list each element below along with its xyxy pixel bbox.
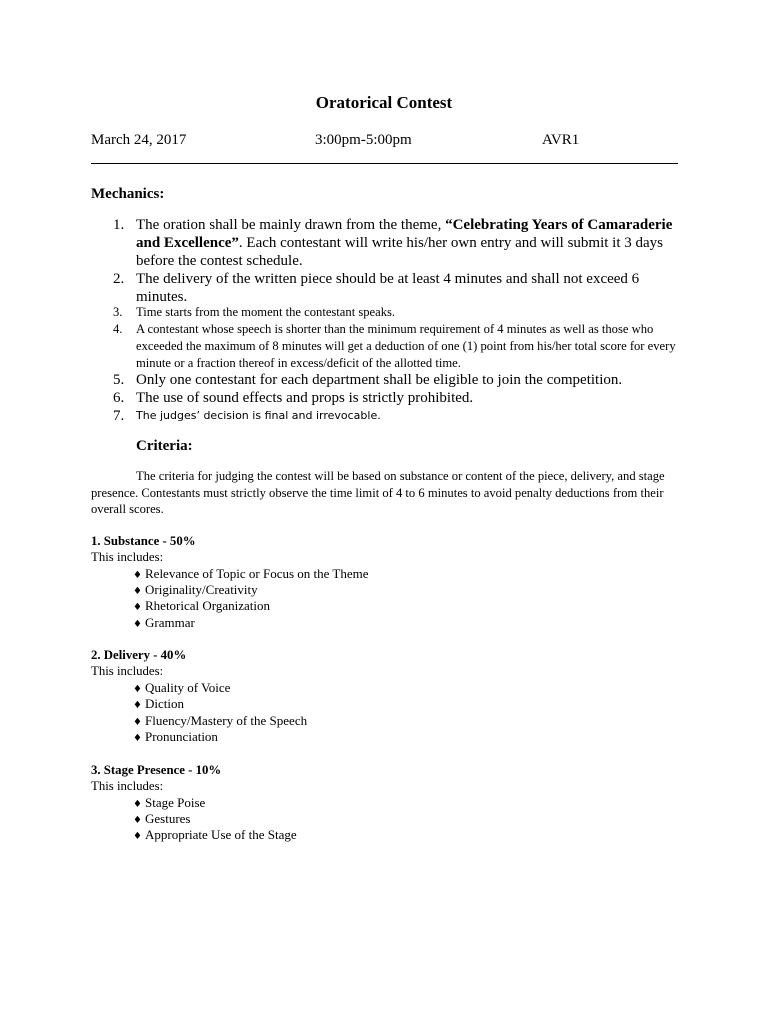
criteria-bullet-item	[133, 598, 270, 616]
diamond-bullet-icon: ♦	[133, 733, 142, 744]
criteria-includes-label: This includes:	[91, 550, 164, 564]
criteria-bullet-text: Gestures	[145, 811, 191, 826]
mechanics-item-text-before: The oration shall be mainly drawn from the theme,	[136, 217, 446, 233]
header-divider	[91, 163, 678, 164]
criteria-section-title: 3. Stage Presence - 10%	[91, 763, 222, 777]
criteria-bullet-text: Grammar	[145, 615, 195, 630]
event-venue: AVR1	[542, 132, 580, 148]
mechanics-heading: Mechanics:	[91, 186, 165, 202]
criteria-intro	[91, 468, 671, 518]
criteria-bullet-text: Quality of Voice	[145, 680, 231, 695]
diamond-bullet-icon: ♦	[133, 570, 142, 581]
diamond-bullet-icon: ♦	[133, 831, 142, 842]
criteria-bullet-text: Fluency/Mastery of the Speech	[145, 713, 308, 728]
diamond-bullet-icon: ♦	[133, 799, 142, 810]
diamond-bullet-icon: ♦	[133, 815, 142, 826]
diamond-bullet-icon: ♦	[133, 602, 142, 613]
mechanics-item-number: 6.	[113, 390, 125, 406]
criteria-section-title: 1. Substance - 50%	[91, 534, 196, 548]
criteria-bullet-item	[133, 615, 195, 633]
diamond-bullet-icon: ♦	[133, 700, 142, 711]
mechanics-item-text-after: . Each contestant will write his/her own entry and will submit it 3 days before the contest schedule.	[136, 235, 663, 269]
diamond-bullet-icon: ♦	[133, 684, 142, 695]
criteria-section-title: 2. Delivery - 40%	[91, 648, 187, 662]
mechanics-item-text: Time starts from the moment the contestant speaks.	[136, 305, 396, 319]
mechanics-item-number: 5.	[113, 372, 125, 388]
diamond-bullet-icon: ♦	[133, 619, 142, 630]
criteria-bullet-text: Pronunciation	[145, 729, 218, 744]
criteria-bullet-text: Diction	[145, 696, 184, 711]
contest-theme: “Celebrating Years of Camaraderie and Excellence”	[136, 217, 673, 251]
mechanics-item-text: The use of sound effects and props is strictly prohibited.	[136, 390, 474, 406]
criteria-bullet-text: Originality/Creativity	[145, 582, 258, 597]
criteria-bullet-text: Appropriate Use of the Stage	[145, 827, 297, 842]
criteria-includes-label: This includes:	[91, 664, 164, 678]
mechanics-item-text: The judges’ decision is final and irrevocable.	[136, 409, 381, 422]
criteria-bullet-item	[133, 729, 218, 747]
diamond-bullet-icon: ♦	[133, 586, 142, 597]
criteria-bullet-text: Relevance of Topic or Focus on the Theme	[145, 566, 369, 581]
mechanics-item-number: 4.	[113, 322, 123, 336]
mechanics-item-number: 2.	[113, 271, 125, 287]
mechanics-item-text: A contestant whose speech is shorter than the minimum requirement of 4 minutes as well as those who exceeded the maximum of 8 minutes will get a deduction of one (1) point from his/her total score for every minute or a fraction thereof in excess/deficit of the allotted time.	[136, 322, 676, 370]
criteria-bullet-item	[133, 827, 297, 845]
mechanics-item-number: 1.	[113, 217, 125, 233]
criteria-heading: Criteria:	[136, 438, 193, 454]
criteria-includes-label: This includes:	[91, 779, 164, 793]
diamond-bullet-icon: ♦	[133, 717, 142, 728]
criteria-bullet-text: Rhetorical Organization	[145, 598, 271, 613]
criteria-bullet-text: Stage Poise	[145, 795, 206, 810]
mechanics-item-text: The delivery of the written piece should be at least 4 minutes and shall not exceed 6 minutes.	[136, 271, 640, 305]
event-time: 3:00pm-5:00pm	[315, 132, 412, 148]
mechanics-item-text: Only one contestant for each department shall be eligible to join the competition.	[136, 372, 623, 388]
mechanics-item-text	[136, 216, 681, 270]
page-title: Oratorical Contest	[315, 93, 453, 112]
criteria-intro-text: The criteria for judging the contest will be based on substance or content of the piece, delivery, and stage presence. Contestants must strictly observe the time limit of 4 to 6 minutes to avoid penalty deductions from their overall scores.	[91, 469, 665, 516]
mechanics-item-number: 3.	[113, 305, 123, 319]
mechanics-item-number: 7.	[113, 408, 125, 424]
event-date: March 24, 2017	[91, 132, 187, 148]
criteria-bullet-item	[133, 696, 184, 714]
